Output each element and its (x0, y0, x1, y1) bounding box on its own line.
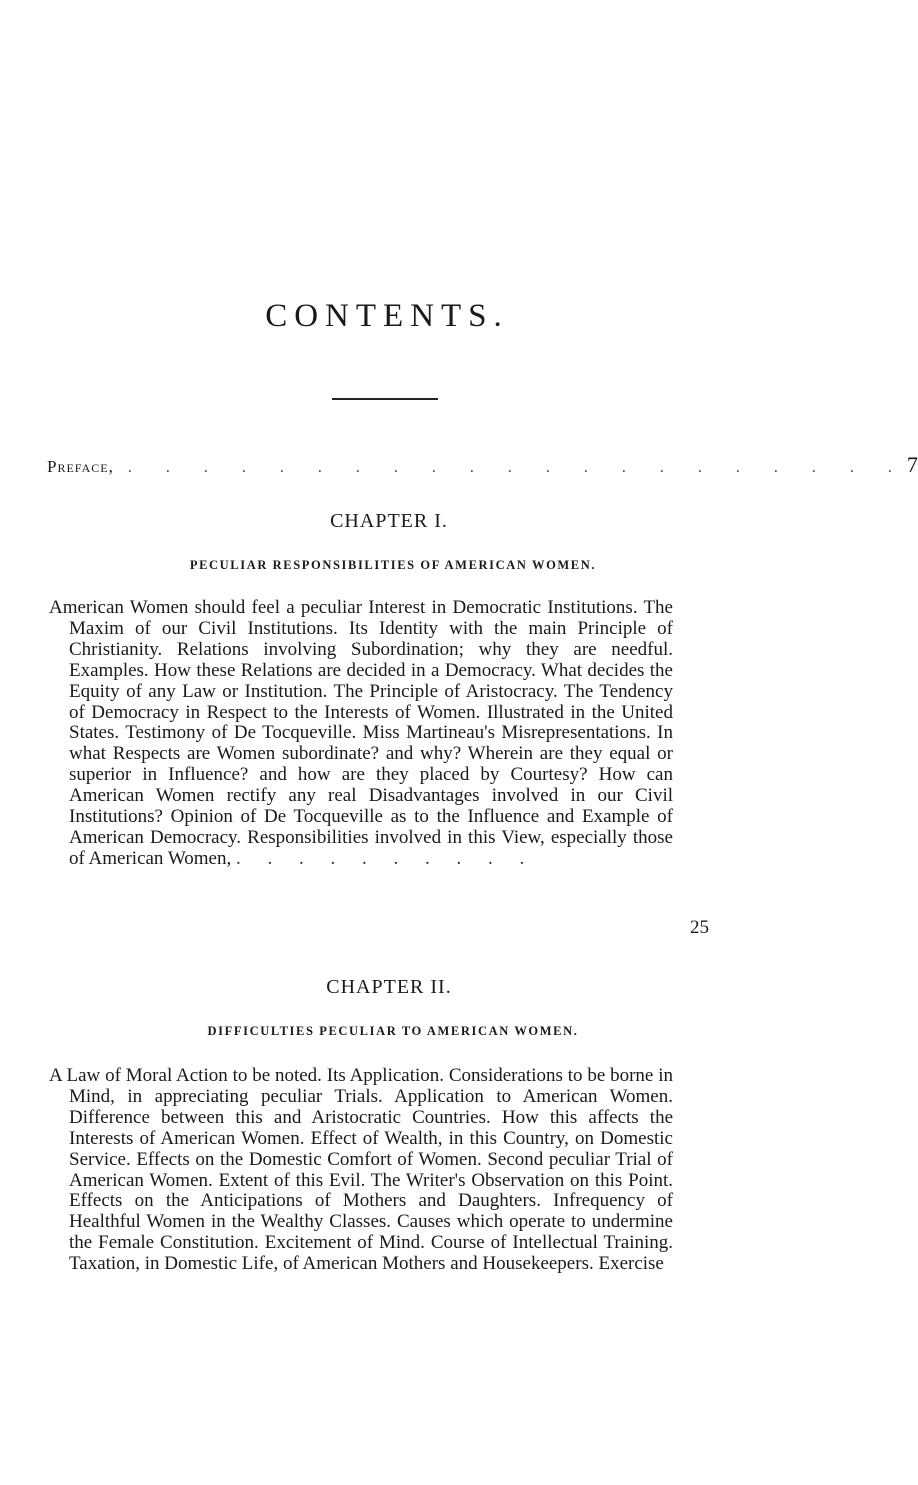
title-rule (332, 398, 438, 400)
preface-page-number: 7 (906, 452, 918, 477)
chapter-1-page-number: 25 (690, 917, 709, 938)
preface-leader: . . . . . . . . . . . . . . . . . . . . . (127, 459, 907, 476)
preface-label: Preface, (47, 457, 114, 476)
chapter-2-subtitle: DIFFICULTIES PECULIAR TO AMERICAN WOMEN. (207, 1024, 579, 1038)
chapter-1-leader: . . . . . . . . . . (235, 847, 536, 869)
chapter-1-summary-text: American Women should feel a peculiar Interest in Democratic Institutions. The Maxim of our Civil Institutions. Its Identity with the main Principle of Christianity. Relations involving Subordination; why they are needful. Examples. How these Relations are decided in a Democracy. What decides the Equity of any Law or Institution. The Principle of Aristocracy. The Tendency of Democracy in Respect to the Interests of Women. Illustrated in the United States. Testimony of De Tocqueville. Miss Martineau's Misrepresentations. In what Respects are Women subordinate? and why? Wherein are they equal or superior in Influence? and how are they placed by Courtesy? How can American Women rectify any real Disadvantages involved in our Civil Institutions? Opinion of De Tocqueville as to the Influence and Example of American Democracy. Responsibilities involved in this View, especially those of American Women, (49, 597, 673, 869)
chapter-1-heading: CHAPTER I. (330, 510, 448, 532)
chapter-2-heading: CHAPTER II. (326, 976, 452, 998)
chapter-1-subtitle: PECULIAR RESPONSIBILITIES OF AMERICAN WOMEN. (189, 558, 597, 572)
preface-entry (47, 452, 918, 478)
page-title: CONTENTS. (265, 298, 509, 334)
chapter-1-summary (49, 598, 673, 870)
chapter-2-summary (49, 1066, 673, 1275)
chapter-2-summary-text: A Law of Moral Action to be noted. Its Application. Considerations to be borne in Mind, in appreciating peculiar Trials. Application to American Women. Difference between this and Aristocratic Countries. How this affects the Interests of American Women. Effect of Wealth, in this Country, on Domestic Service. Effects on the Domestic Comfort of Women. Second peculiar Trial of American Women. Extent of this Evil. The Writer's Observation on this Point. Effects on the Anticipations of Mothers and Daughters. Infrequency of Healthful Women in the Wealthy Classes. Causes which operate to undermine the Female Constitution. Excitement of Mind. Course of Intellectual Training. Taxation, in Domestic Life, of American Mothers and Housekeepers. Exercise (49, 1065, 673, 1275)
